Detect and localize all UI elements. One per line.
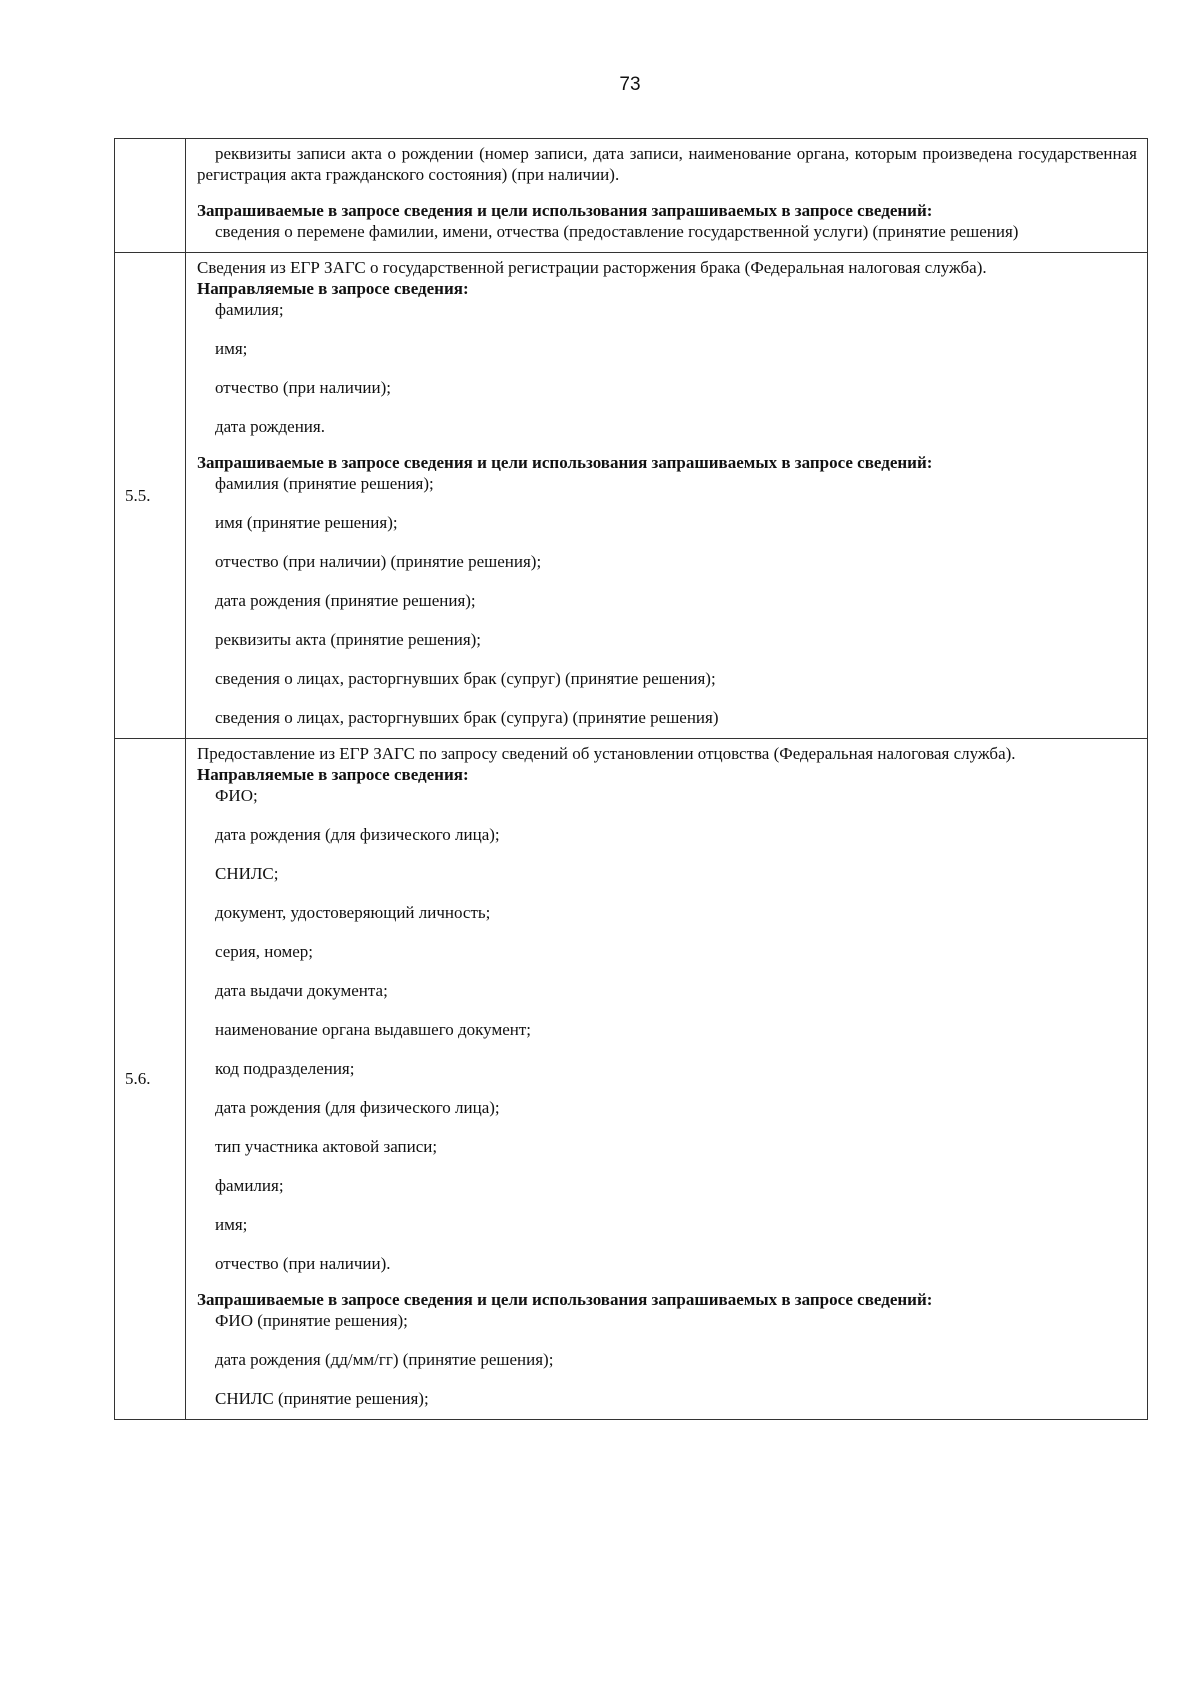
table-row — [115, 739, 1148, 1420]
list-item: дата рождения (для физического лица); — [215, 1098, 500, 1117]
requisites-text: реквизиты записи акта о рождении (номер записи, дата записи, наименование органа, которым произведена государственная регистрация акта гражданского состояния) (при наличии). — [197, 144, 1137, 184]
row-intro: Предоставление из ЕГР ЗАГС по запросу сведений об установлении отцовства (Федеральная налоговая служба). — [197, 744, 1016, 763]
list-item: СНИЛС (принятие решения); — [215, 1389, 429, 1408]
list-item: дата рождения (для физического лица); — [215, 825, 500, 844]
row-number-cell — [115, 253, 186, 739]
sent-list — [197, 299, 1137, 437]
row-content-cell — [186, 139, 1148, 253]
document-table — [114, 138, 1148, 1420]
list-item: ФИО (принятие решения); — [215, 1311, 408, 1330]
requested-heading: Запрашиваемые в запросе сведения и цели использования запрашиваемых в запросе сведений: — [197, 453, 933, 472]
sent-list — [197, 785, 1137, 1274]
requested-heading: Запрашиваемые в запросе сведения и цели использования запрашиваемых в запросе сведений: — [197, 201, 933, 220]
table-row — [115, 139, 1148, 253]
row-number: 5.5. — [125, 485, 151, 505]
row-number-cell — [115, 139, 186, 253]
row-number-cell — [115, 739, 186, 1420]
requested-list — [197, 473, 1137, 728]
list-item: отчество (при наличии); — [215, 378, 391, 397]
sent-heading: Направляемые в запросе сведения: — [197, 765, 469, 784]
list-item: имя (принятие решения); — [215, 513, 398, 532]
row-number: 5.6. — [125, 1069, 151, 1088]
list-item: имя; — [215, 1215, 248, 1234]
row-content-cell — [186, 739, 1148, 1420]
list-item: отчество (при наличии). — [215, 1254, 391, 1273]
sent-heading: Направляемые в запросе сведения: — [197, 279, 469, 298]
list-item: код подразделения; — [215, 1059, 355, 1078]
list-item: СНИЛС; — [215, 864, 279, 883]
requested-text: сведения о перемене фамилии, имени, отчества (предоставление государственной услуги) (принятие решения) — [215, 222, 1019, 241]
requested-heading: Запрашиваемые в запросе сведения и цели использования запрашиваемых в запросе сведений: — [197, 1290, 933, 1309]
list-item: наименование органа выдавшего документ; — [215, 1020, 531, 1039]
list-item: реквизиты акта (принятие решения); — [215, 630, 482, 649]
list-item: фамилия; — [215, 300, 284, 319]
list-item: дата рождения. — [215, 417, 325, 436]
list-item: фамилия; — [215, 1176, 284, 1195]
row-content-cell — [186, 253, 1148, 739]
list-item: дата рождения (дд/мм/гг) (принятие решения); — [215, 1350, 554, 1369]
list-item: серия, номер; — [215, 942, 314, 961]
list-item: ФИО; — [215, 786, 258, 805]
list-item: фамилия (принятие решения); — [215, 474, 434, 493]
list-item: отчество (при наличии) (принятие решения); — [215, 552, 542, 571]
table-row — [115, 253, 1148, 739]
list-item: сведения о лицах, расторгнувших брак (супруга) (принятие решения) — [215, 708, 719, 727]
list-item: документ, удостоверяющий личность; — [215, 903, 491, 922]
list-item: тип участника актовой записи; — [215, 1137, 438, 1156]
row-intro: Сведения из ЕГР ЗАГС о государственной регистрации расторжения брака (Федеральная налоговая служба). — [197, 258, 987, 277]
list-item: дата выдачи документа; — [215, 981, 388, 1000]
list-item: имя; — [215, 339, 248, 358]
list-item: дата рождения (принятие решения); — [215, 591, 476, 610]
page-number: 73 — [619, 74, 641, 95]
requested-list — [197, 1310, 1137, 1409]
list-item: сведения о лицах, расторгнувших брак (супруг) (принятие решения); — [215, 669, 716, 688]
